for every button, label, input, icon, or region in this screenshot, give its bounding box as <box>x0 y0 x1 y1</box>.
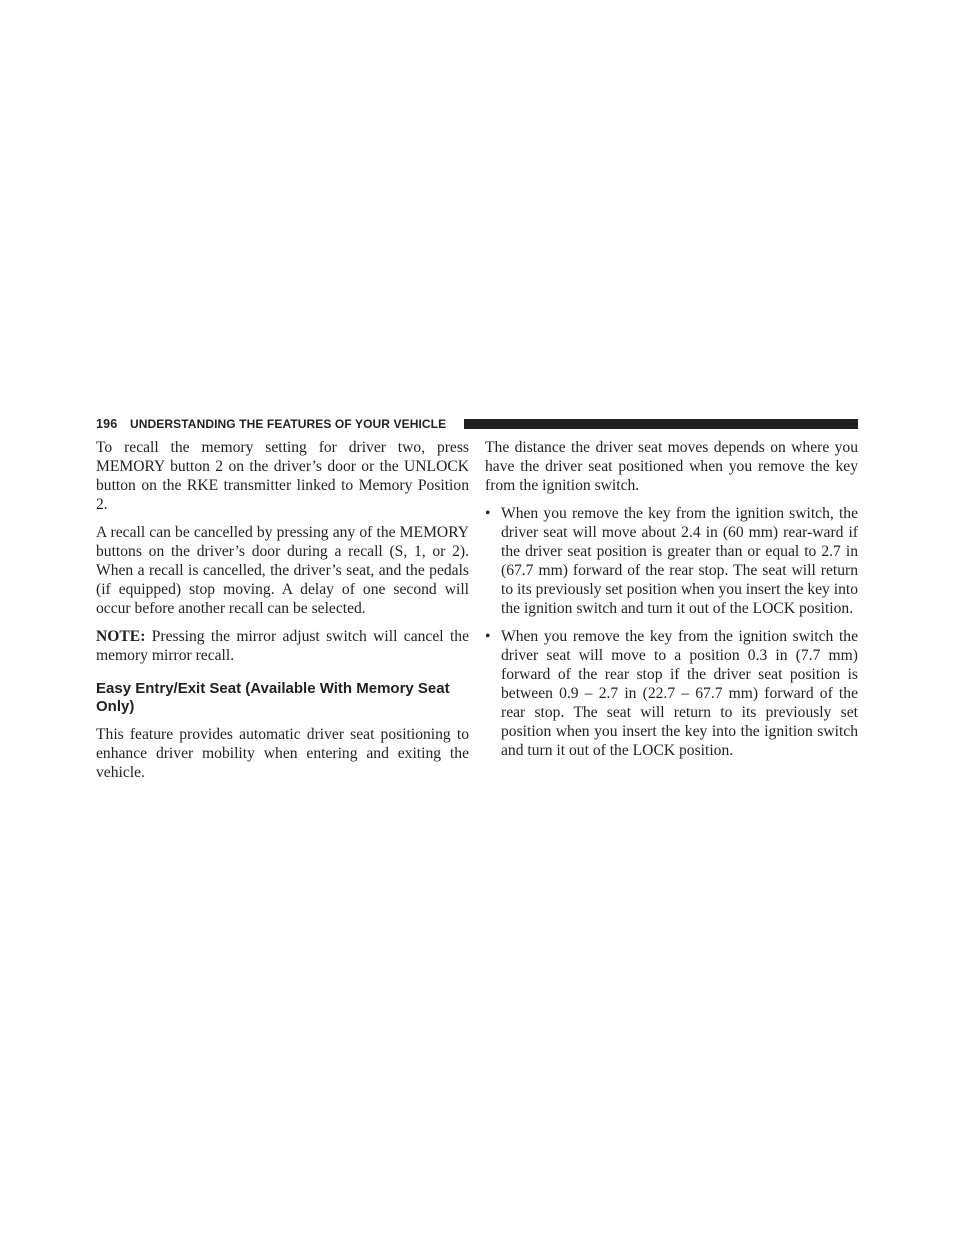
paragraph-recall-cancel: A recall can be cancelled by pressing any of the MEMORY buttons on the driver’s door during a recall (S, 1, or 2). When a recall is cancelled, the driver’s seat, and the pedals (if equipped) stop moving. A delay of one second will occur before another recall can be selected. <box>96 524 469 617</box>
list-item <box>485 627 858 760</box>
list-item <box>485 504 858 618</box>
page-number: 196 <box>96 417 118 431</box>
bullet-icon: • <box>485 505 491 522</box>
right-column <box>485 438 858 769</box>
header-rule-bar <box>464 419 858 429</box>
note-text: Pressing the mirror adjust switch will cancel the memory mirror recall. <box>96 628 469 664</box>
bullet-icon: • <box>485 628 491 645</box>
note-paragraph <box>96 627 469 665</box>
left-column <box>96 438 469 791</box>
bullet-list <box>485 504 858 760</box>
section-heading: Easy Entry/Exit Seat (Available With Memory Seat Only) <box>96 680 450 715</box>
note-label: NOTE: <box>96 628 146 645</box>
page-header <box>96 416 858 434</box>
paragraph-recall-driver-two: To recall the memory setting for driver two, press MEMORY button 2 on the driver’s door or the UNLOCK button on the RKE transmitter linked to Memory Position 2. <box>96 439 469 513</box>
list-item-text: When you remove the key from the ignition switch the driver seat will move to a position 0.3 in (7.7 mm) forward of the rear stop if the driver seat position is between 0.9 – 2.7 in (22.7 – 67.7 mm) forward of the rear stop. The seat will return to its previously set position when you insert the key into the ignition switch and turn it out of the LOCK position. <box>501 628 858 759</box>
list-item-text: When you remove the key from the ignition switch, the driver seat will move about 2.4 in (60 mm) rear-ward if the driver seat position is greater than or equal to 2.7 in (67.7 mm) forward of the rear stop. The seat will return to its previously set position when you insert the key into the ignition switch and turn it out of the LOCK position. <box>501 505 858 617</box>
paragraph-feature-description: This feature provides automatic driver seat positioning to enhance driver mobility when entering and exiting the vehicle. <box>96 726 469 781</box>
paragraph-distance-intro: The distance the driver seat moves depends on where you have the driver seat positioned when you remove the key from the ignition switch. <box>485 439 858 494</box>
section-title: UNDERSTANDING THE FEATURES OF YOUR VEHICLE <box>130 417 447 431</box>
